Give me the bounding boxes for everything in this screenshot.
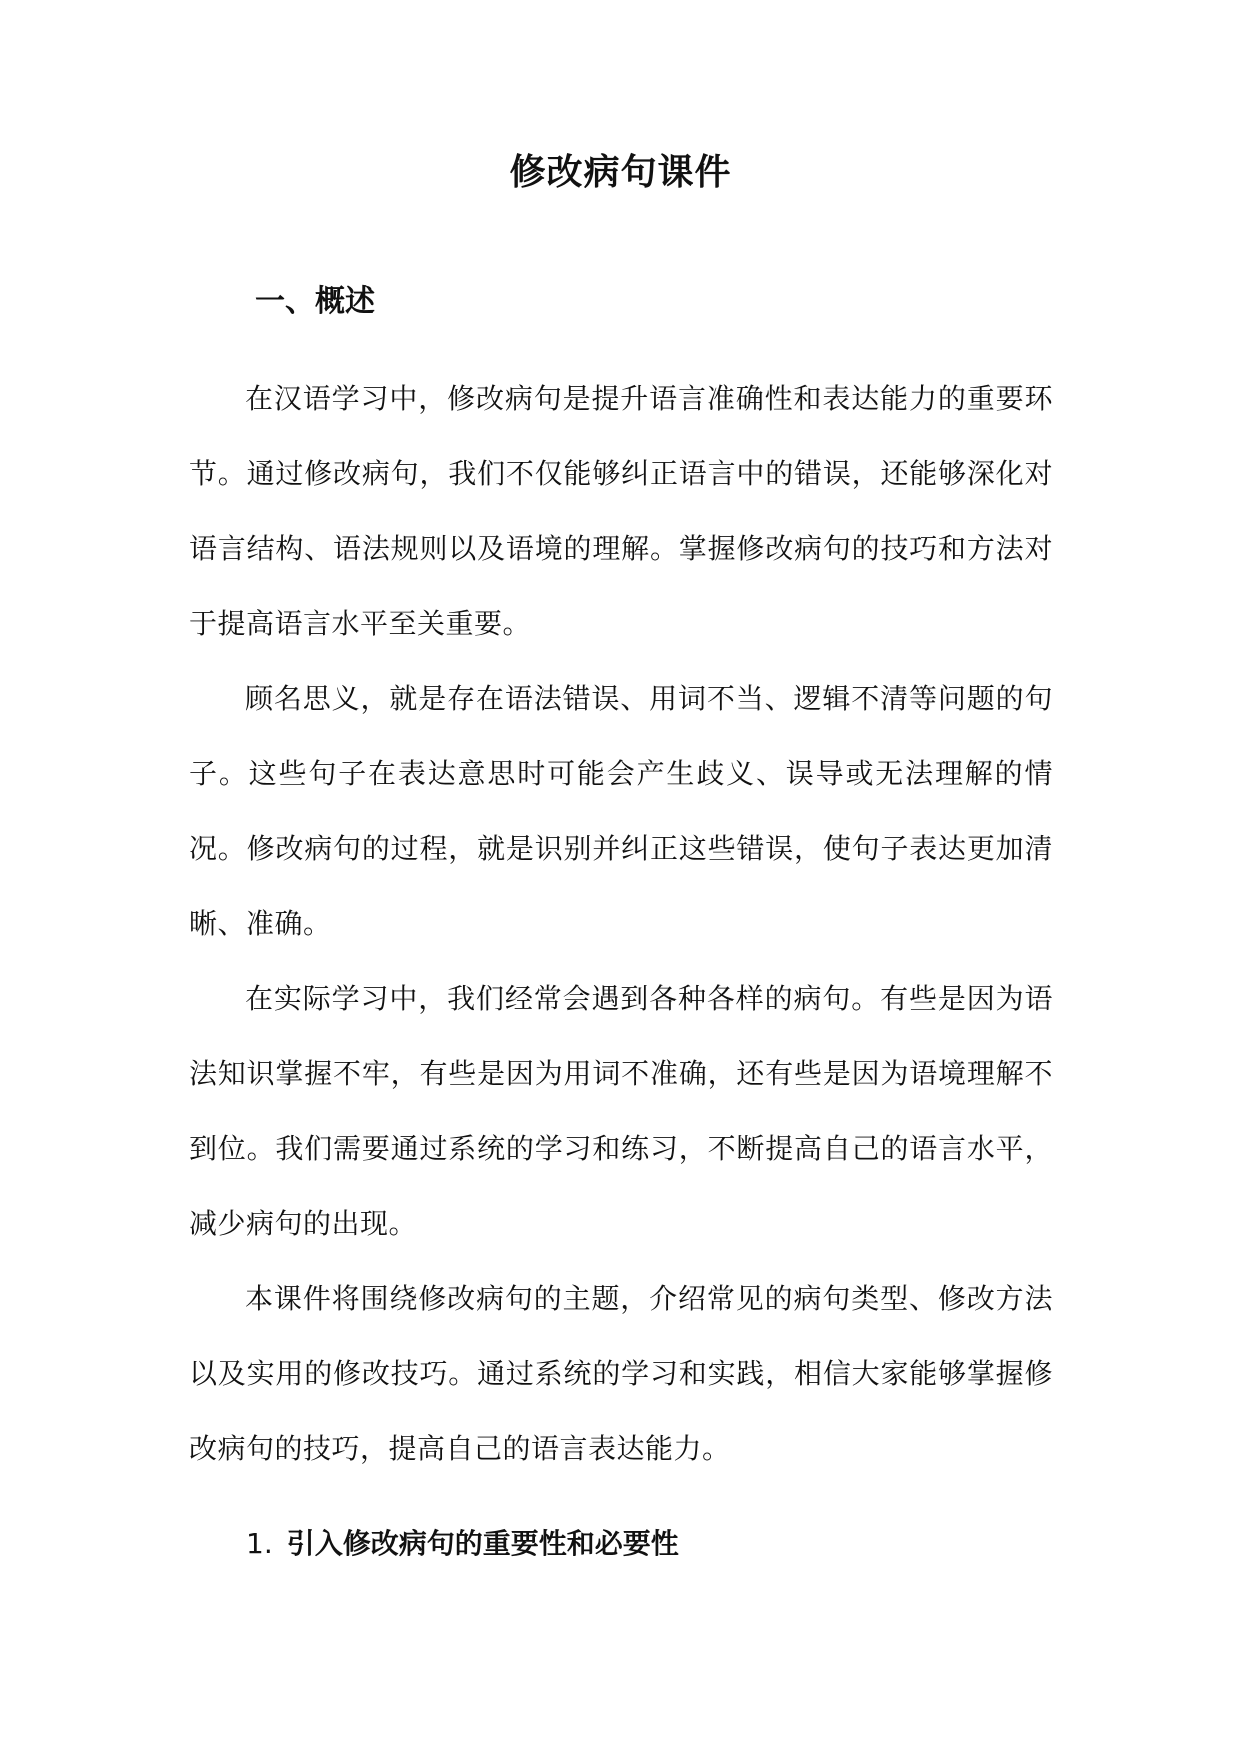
paragraph: 在实际学习中，我们经常会遇到各种各样的病句。有些是因为语法知识掌握不牢，有些是因为用词不准确，还有些是因为语境理解不到位。我们需要通过系统的学习和练习，不断提高自己的语言水平，减少病句的出现。 (189, 982, 1053, 1240)
sub-heading (246, 1524, 679, 1564)
body-text (189, 361, 1053, 1486)
paragraph: 本课件将围绕修改病句的主题，介绍常见的病句类型、修改方法以及实用的修改技巧。通过系统的学习和实践，相信大家能够掌握修改病句的技巧，提高自己的语言表达能力。 (189, 1282, 1053, 1465)
section-heading: 一、概述 (255, 284, 375, 319)
sub-heading-text: 引入修改病句的重要性和必要性 (286, 1527, 679, 1560)
sub-heading-number: 1. (246, 1527, 273, 1560)
paragraph: 顾名思义，就是存在语法错误、用词不当、逻辑不清等问题的句子。这些句子在表达意思时可能会产生歧义、误导或无法理解的情况。修改病句的过程，就是识别并纠正这些错误，使句子表达更加清晰、准确。 (189, 682, 1053, 940)
document-title: 修改病句课件 (509, 152, 732, 193)
paragraph: 在汉语学习中，修改病句是提升语言准确性和表达能力的重要环节。通过修改病句，我们不仅能够纠正语言中的错误，还能够深化对语言结构、语法规则以及语境的理解。掌握修改病句的技巧和方法对于提高语言水平至关重要。 (189, 382, 1053, 640)
